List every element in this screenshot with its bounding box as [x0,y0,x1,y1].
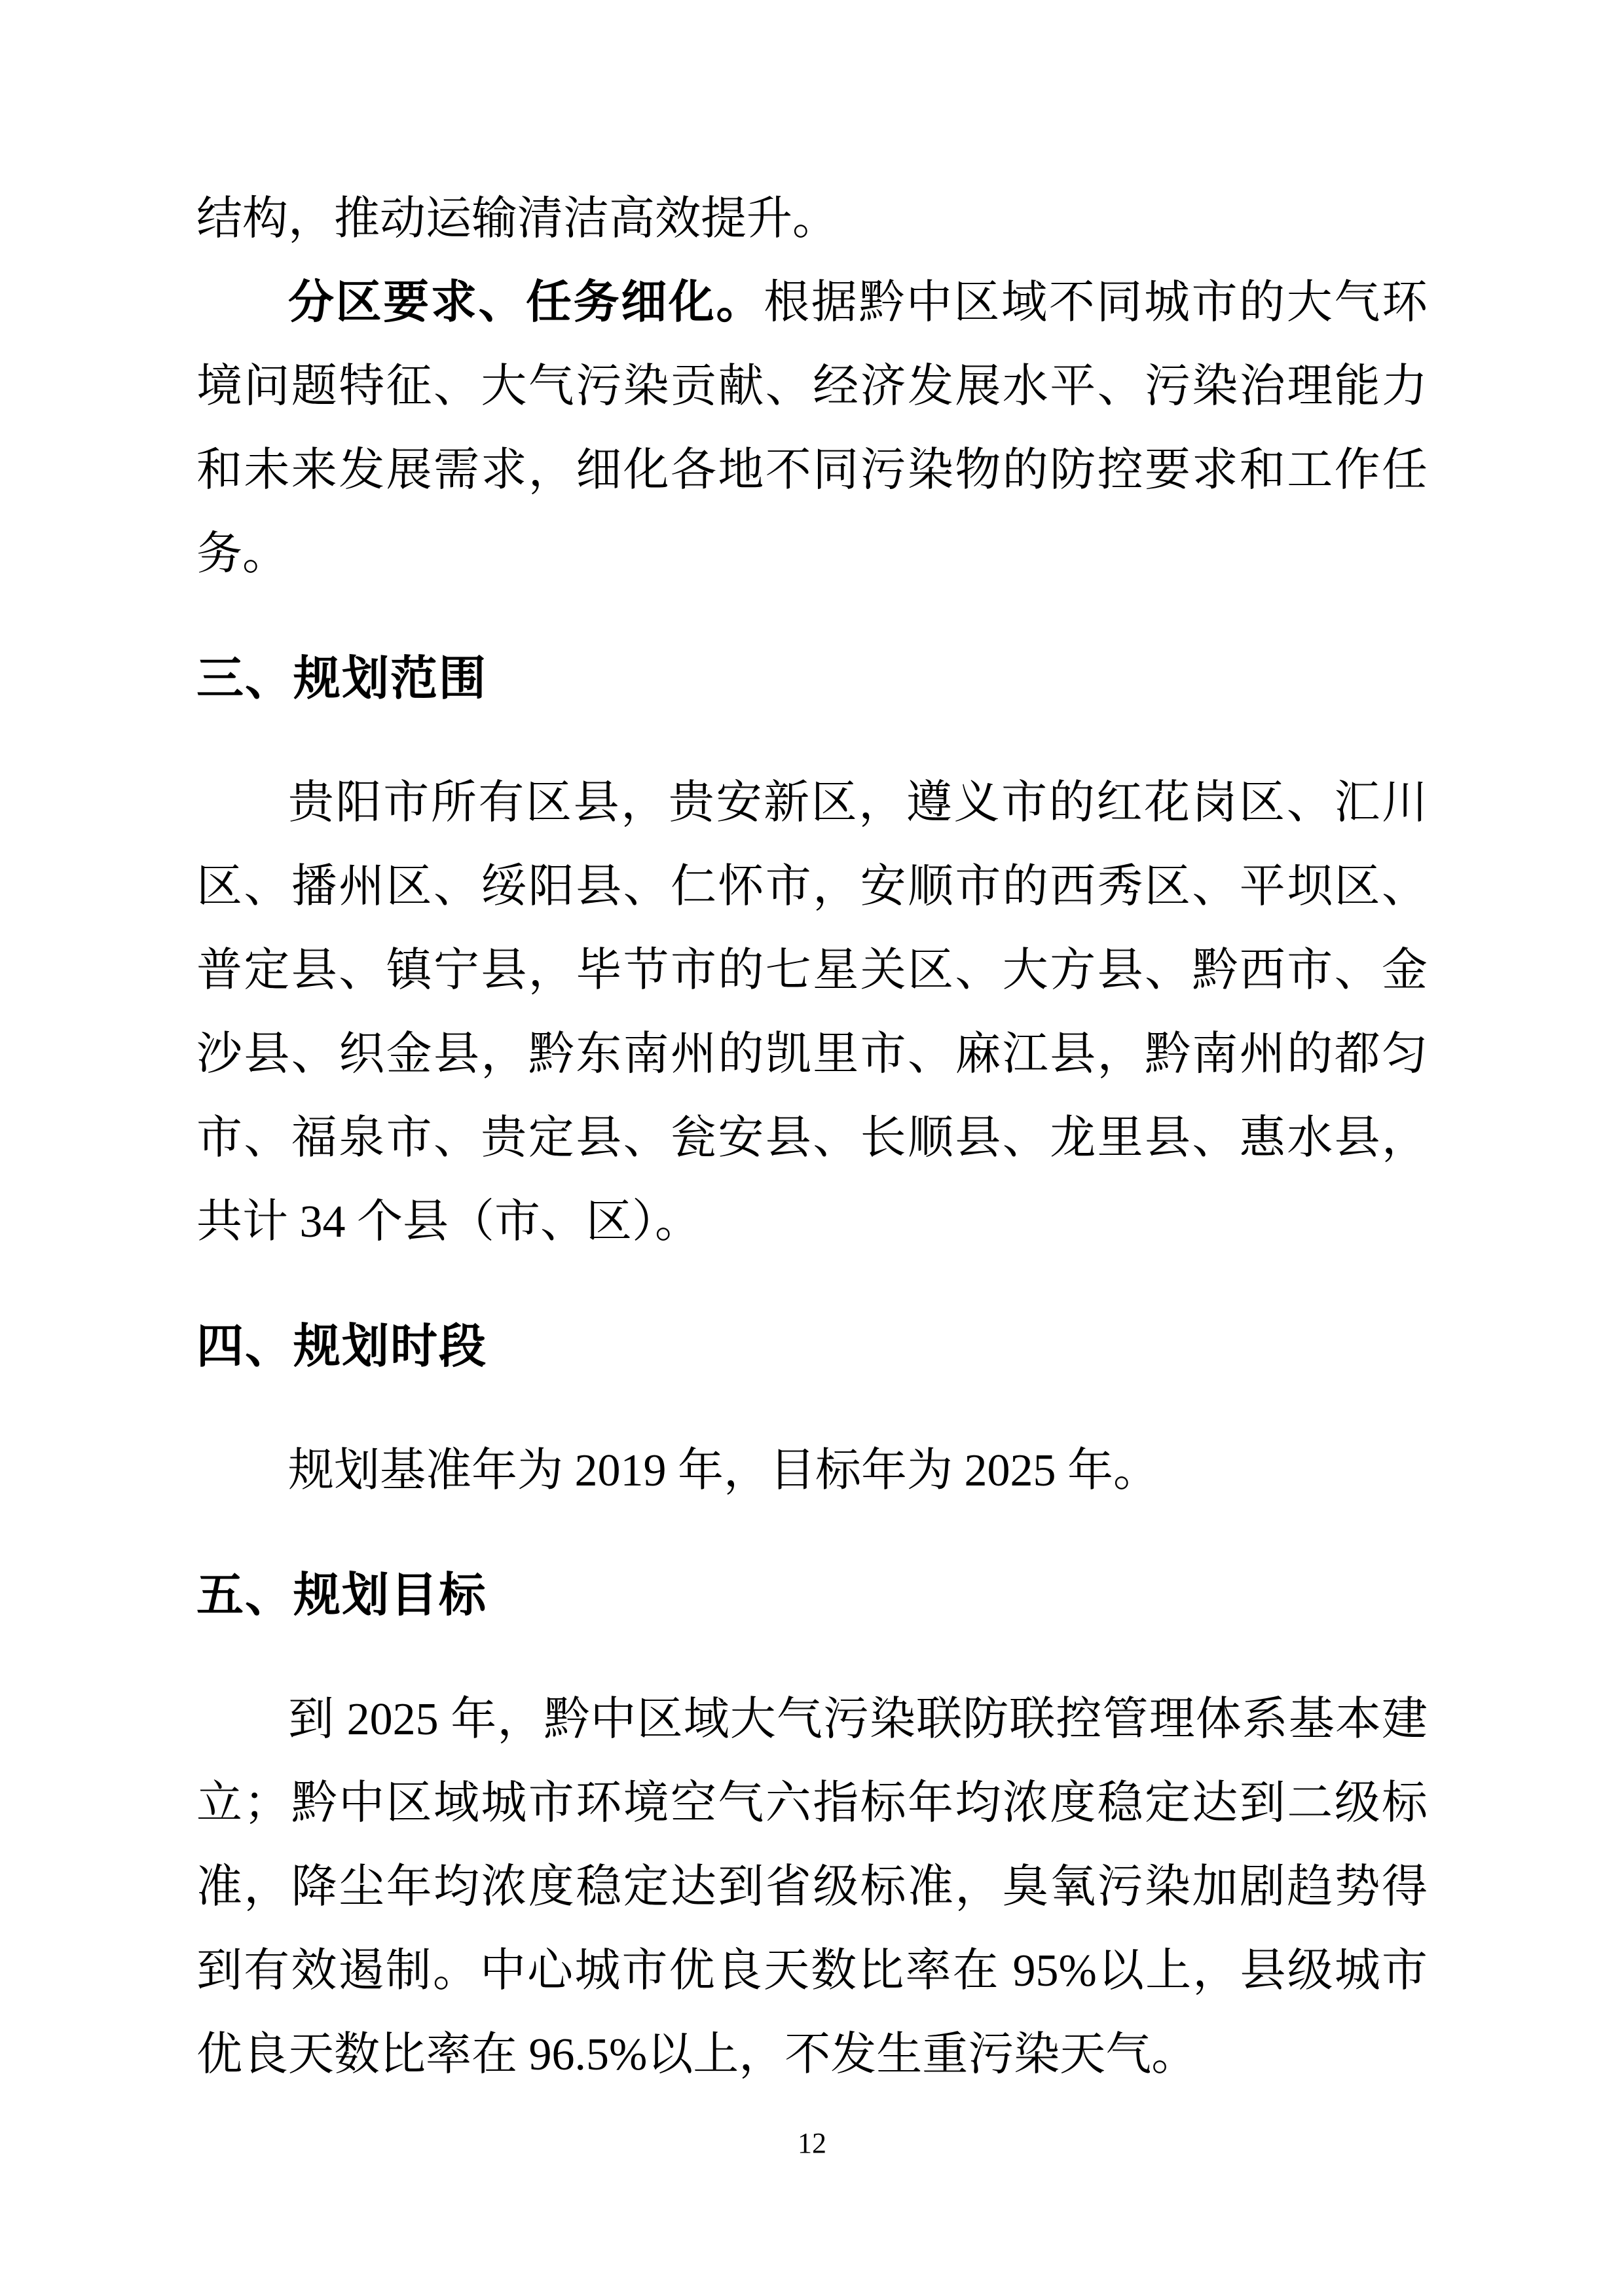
page-number: 12 [798,2127,826,2159]
paragraph-continuation: 结构，推动运输清洁高效提升。 [196,194,838,244]
paragraph-planning-goals: 到 2025 年，黔中区域大气污染联防联控管理体系基本建立；黔中区域城市环境空气六指标年均浓度稳定达到二级标准，降尘年均浓度稳定达到省级标准，臭氧污染加剧趋势得到有效遏制。中心城市优良天数比率在 95%以上，县级城市优良天数比率在 96.5%以上，不发生重污染天气。 [196,1694,1428,2080]
zoning-requirements-lead-text: 分区要求、任务细化。 [288,278,764,328]
page-content [196,177,1428,2097]
paragraph-planning-period: 规划基准年为 2019 年，目标年为 2025 年。 [288,1446,1159,1496]
page-footer [0,2126,1624,2160]
zoning-requirements-body-text: 根据黔中区域不同城市的大气环境问题特征、大气污染贡献、经济发展水平、污染治理能力和未来发展需求，细化各地不同污染物的防控要求和工作任务。 [196,278,1428,579]
heading-planning-goals: 五、规划目标 [196,1569,488,1622]
heading-planning-scope: 三、规划范围 [196,653,488,705]
heading-planning-period: 四、规划时段 [196,1321,488,1373]
paragraph-zoning-requirements [196,261,1428,596]
paragraph-planning-scope: 贵阳市所有区县，贵安新区，遵义市的红花岗区、汇川区、播州区、绥阳县、仁怀市，安顺市的西秀区、平坝区、普定县、镇宁县，毕节市的七星关区、大方县、黔西市、金沙县、织金县，黔东南州的凯里市、麻江县，黔南州的都匀市、福泉市、贵定县、瓮安县、长顺县、龙里县、惠水县，共计 34 个县（市、区）。 [196,778,1428,1247]
